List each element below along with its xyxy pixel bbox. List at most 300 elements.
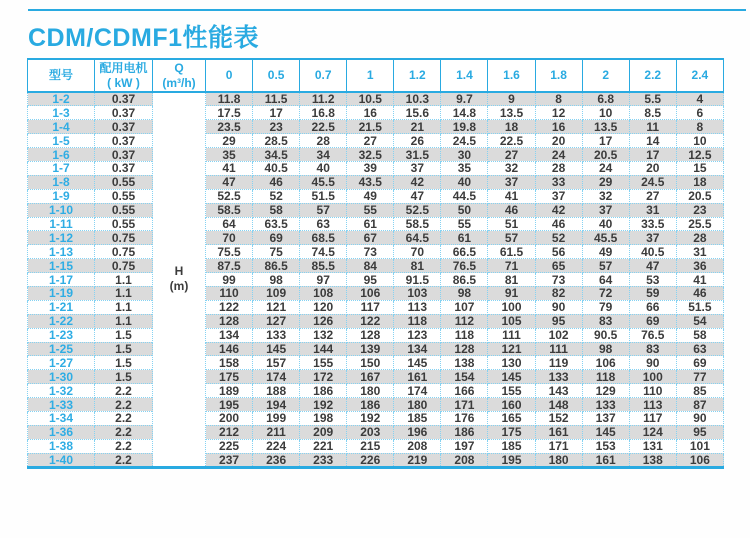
head-value-cell: 32 [582,189,629,203]
head-value-cell: 42 [535,203,582,217]
col-header-flow-2.4: 2.4 [676,59,723,92]
head-value-cell: 128 [206,314,253,328]
motor-kw-cell: 0.37 [95,161,153,175]
table-row-1-12 [28,231,724,245]
head-value-cell: 17 [629,148,676,162]
model-cell: 1-27 [28,356,95,370]
head-value-cell: 118 [582,370,629,384]
head-value-cell: 90 [676,411,723,425]
model-cell: 1-17 [28,273,95,287]
head-value-cell: 56 [535,245,582,259]
head-value-cell: 5.5 [629,92,676,106]
head-value-cell: 63.5 [253,217,300,231]
head-value-cell: 143 [535,384,582,398]
head-value-cell: 90 [535,300,582,314]
head-value-cell: 186 [441,425,488,439]
head-value-cell: 12.5 [676,148,723,162]
page-title: CDM/CDMF1性能表 [28,24,259,52]
head-value-cell: 138 [441,356,488,370]
model-cell: 1-22 [28,314,95,328]
head-value-cell: 123 [394,328,441,342]
head-value-cell: 221 [300,439,347,453]
table-row-1-9 [28,189,724,203]
head-value-cell: 203 [347,425,394,439]
head-value-cell: 32.5 [347,148,394,162]
model-cell: 1-7 [28,161,95,175]
model-cell: 1-25 [28,342,95,356]
col-header-model: 型号 [28,59,95,92]
head-value-cell: 87 [676,398,723,412]
head-value-cell: 15.6 [394,106,441,120]
col-header-motor-line2: ( kW ) [107,75,140,90]
head-value-cell: 85 [676,384,723,398]
head-value-cell: 90.5 [582,328,629,342]
head-value-cell: 41 [488,189,535,203]
head-value-cell: 86.5 [253,259,300,273]
head-value-cell: 83 [582,314,629,328]
head-value-cell: 113 [629,398,676,412]
motor-kw-cell: 0.75 [95,259,153,273]
head-value-cell: 43.5 [347,175,394,189]
head-value-cell: 130 [488,356,535,370]
head-value-cell: 52.5 [206,189,253,203]
table-row-1-7 [28,161,724,175]
motor-kw-cell: 0.75 [95,231,153,245]
col-header-flow-0: 0 [206,59,253,92]
head-value-cell: 67 [347,231,394,245]
head-value-cell: 22.5 [300,120,347,134]
col-header-flow-1.4: 1.4 [441,59,488,92]
table-row-1-11 [28,217,724,231]
head-value-cell: 37 [394,161,441,175]
head-value-cell: 85.5 [300,259,347,273]
head-value-cell: 6 [676,106,723,120]
head-value-cell: 102 [535,328,582,342]
table-row-1-33 [28,398,724,412]
head-value-cell: 14 [629,134,676,148]
head-value-cell: 145 [582,425,629,439]
head-value-cell: 33 [535,175,582,189]
col-header-flow-0.7: 0.7 [300,59,347,92]
head-value-cell: 150 [347,356,394,370]
head-value-cell: 8.5 [629,106,676,120]
col-header-flow-2: 2 [582,59,629,92]
head-value-cell: 40.5 [253,161,300,175]
head-value-cell: 29 [582,175,629,189]
head-value-cell: 46 [488,203,535,217]
head-unit-cell [153,92,206,467]
head-value-cell: 66.5 [441,245,488,259]
head-value-cell: 8 [535,92,582,106]
head-value-cell: 27 [347,134,394,148]
head-value-cell: 233 [300,453,347,467]
head-value-cell: 186 [300,384,347,398]
head-value-cell: 226 [347,453,394,467]
table-row-1-25 [28,342,724,356]
head-value-cell: 158 [206,356,253,370]
head-value-cell: 52 [253,189,300,203]
head-value-cell: 133 [253,328,300,342]
head-value-cell: 95 [347,273,394,287]
head-value-cell: 17.5 [206,106,253,120]
head-value-cell: 10.5 [347,92,394,106]
top-divider [28,9,746,11]
head-value-cell: 212 [206,425,253,439]
head-value-cell: 20.5 [676,189,723,203]
col-header-q [153,59,206,92]
motor-kw-cell: 0.37 [95,134,153,148]
model-cell: 1-30 [28,370,95,384]
head-value-cell: 24 [535,148,582,162]
head-value-cell: 9 [488,92,535,106]
head-value-cell: 99 [206,273,253,287]
head-value-cell: 97 [300,273,347,287]
table-row-1-5 [28,134,724,148]
head-value-cell: 86.5 [441,273,488,287]
head-value-cell: 58 [253,203,300,217]
head-value-cell: 46 [535,217,582,231]
head-value-cell: 37 [629,231,676,245]
head-value-cell: 161 [582,453,629,467]
table-body [28,92,724,467]
head-value-cell: 40 [441,175,488,189]
motor-kw-cell: 1.5 [95,370,153,384]
head-value-cell: 14.8 [441,106,488,120]
head-value-cell: 198 [300,411,347,425]
head-value-cell: 107 [441,300,488,314]
head-value-cell: 47 [206,175,253,189]
model-cell: 1-5 [28,134,95,148]
model-cell: 1-2 [28,92,95,106]
head-value-cell: 64 [206,217,253,231]
head-value-cell: 110 [629,384,676,398]
header-row [28,59,724,92]
head-value-cell: 9.7 [441,92,488,106]
motor-kw-cell: 0.55 [95,175,153,189]
head-value-cell: 166 [441,384,488,398]
model-cell: 1-15 [28,259,95,273]
head-value-cell: 63 [300,217,347,231]
table-row-1-34 [28,411,724,425]
head-value-cell: 91 [488,286,535,300]
head-value-cell: 171 [535,439,582,453]
head-value-cell: 219 [394,453,441,467]
model-cell: 1-36 [28,425,95,439]
head-value-cell: 25.5 [676,217,723,231]
head-value-cell: 13.5 [582,120,629,134]
head-value-cell: 98 [582,342,629,356]
head-value-cell: 119 [535,356,582,370]
head-value-cell: 185 [488,439,535,453]
model-cell: 1-11 [28,217,95,231]
head-value-cell: 29 [206,134,253,148]
model-cell: 1-8 [28,175,95,189]
table-row-1-4 [28,120,724,134]
table-row-1-10 [28,203,724,217]
head-value-cell: 76.5 [629,328,676,342]
head-value-cell: 41 [676,273,723,287]
head-value-cell: 175 [206,370,253,384]
head-value-cell: 49 [347,189,394,203]
head-value-cell: 180 [347,384,394,398]
head-value-cell: 69 [629,314,676,328]
head-value-cell: 10.3 [394,92,441,106]
head-value-cell: 122 [347,314,394,328]
motor-kw-cell: 0.37 [95,120,153,134]
head-value-cell: 63 [676,342,723,356]
table-row-1-38 [28,439,724,453]
head-value-cell: 35 [206,148,253,162]
head-value-cell: 24.5 [629,175,676,189]
head-value-cell: 75.5 [206,245,253,259]
motor-kw-cell: 1.5 [95,342,153,356]
head-value-cell: 11.5 [253,92,300,106]
head-value-cell: 79 [582,300,629,314]
model-cell: 1-40 [28,453,95,467]
motor-kw-cell: 0.37 [95,106,153,120]
head-value-cell: 192 [347,411,394,425]
head-value-cell: 57 [300,203,347,217]
head-value-cell: 122 [206,300,253,314]
motor-kw-cell: 2.2 [95,439,153,453]
head-value-cell: 199 [253,411,300,425]
col-header-q-line2: (m³/h) [162,75,196,90]
head-value-cell: 100 [629,370,676,384]
head-value-cell: 109 [253,286,300,300]
motor-kw-cell: 1.1 [95,314,153,328]
head-value-cell: 194 [253,398,300,412]
head-value-cell: 118 [441,328,488,342]
head-value-cell: 69 [253,231,300,245]
head-value-cell: 195 [488,453,535,467]
head-value-cell: 55 [347,203,394,217]
motor-kw-cell: 1.1 [95,286,153,300]
head-value-cell: 152 [535,411,582,425]
head-value-cell: 127 [253,314,300,328]
head-value-cell: 46 [676,286,723,300]
table-row-1-6 [28,148,724,162]
head-value-cell: 18 [676,175,723,189]
head-value-cell: 71 [488,259,535,273]
head-value-cell: 153 [582,439,629,453]
head-value-cell: 21.5 [347,120,394,134]
table-row-1-15 [28,259,724,273]
head-value-cell: 154 [441,370,488,384]
head-value-cell: 20 [629,161,676,175]
head-value-cell: 112 [441,314,488,328]
head-value-cell: 47 [394,189,441,203]
head-value-cell: 31.5 [394,148,441,162]
head-value-cell: 58.5 [206,203,253,217]
head-value-cell: 171 [441,398,488,412]
head-value-cell: 95 [535,314,582,328]
head-value-cell: 145 [253,342,300,356]
head-value-cell: 165 [488,411,535,425]
head-value-cell: 176 [441,411,488,425]
head-value-cell: 49 [582,245,629,259]
head-value-cell: 98 [441,286,488,300]
head-value-cell: 137 [582,411,629,425]
head-value-cell: 106 [676,453,723,467]
model-cell: 1-32 [28,384,95,398]
head-value-cell: 35 [441,161,488,175]
head-value-cell: 16.8 [300,106,347,120]
head-value-cell: 17 [253,106,300,120]
head-value-cell: 16 [535,120,582,134]
head-value-cell: 144 [300,342,347,356]
head-value-cell: 10 [676,134,723,148]
head-value-cell: 133 [582,398,629,412]
head-value-cell: 37 [582,203,629,217]
head-value-cell: 108 [300,286,347,300]
head-value-cell: 131 [629,439,676,453]
head-value-cell: 208 [441,453,488,467]
motor-kw-cell: 1.1 [95,300,153,314]
head-value-cell: 61 [347,217,394,231]
head-value-cell: 27 [629,189,676,203]
col-header-flow-1.6: 1.6 [488,59,535,92]
motor-kw-cell: 2.2 [95,411,153,425]
head-value-cell: 121 [488,342,535,356]
head-value-cell: 16 [347,106,394,120]
col-header-flow-0.5: 0.5 [253,59,300,92]
head-value-cell: 215 [347,439,394,453]
head-value-cell: 34.5 [253,148,300,162]
head-value-cell: 167 [347,370,394,384]
head-value-cell: 21 [394,120,441,134]
motor-kw-cell: 0.55 [95,203,153,217]
head-value-cell: 17 [582,134,629,148]
table-row-1-21 [28,300,724,314]
head-value-cell: 111 [488,328,535,342]
head-value-cell: 138 [629,453,676,467]
head-value-cell: 64 [582,273,629,287]
head-value-cell: 8 [676,120,723,134]
head-value-cell: 82 [535,286,582,300]
head-value-cell: 30 [441,148,488,162]
head-value-cell: 24 [582,161,629,175]
head-value-cell: 110 [206,286,253,300]
head-value-cell: 139 [347,342,394,356]
head-value-cell: 52 [535,231,582,245]
table-row-1-3 [28,106,724,120]
head-value-cell: 45.5 [582,231,629,245]
head-value-cell: 70 [206,231,253,245]
head-value-cell: 64.5 [394,231,441,245]
motor-kw-cell: 0.55 [95,217,153,231]
head-value-cell: 20 [535,134,582,148]
motor-kw-cell: 0.75 [95,245,153,259]
head-value-cell: 36 [676,259,723,273]
model-cell: 1-23 [28,328,95,342]
head-value-cell: 31 [676,245,723,259]
head-value-cell: 23.5 [206,120,253,134]
head-value-cell: 61 [441,231,488,245]
head-value-cell: 68.5 [300,231,347,245]
head-value-cell: 20.5 [582,148,629,162]
head-value-cell: 106 [347,286,394,300]
head-value-cell: 59 [629,286,676,300]
col-header-motor-line1: 配用电机 [99,61,148,76]
head-value-cell: 23 [253,120,300,134]
table-row-1-8 [28,175,724,189]
motor-kw-cell: 0.37 [95,92,153,106]
col-header-flow-2.2: 2.2 [629,59,676,92]
head-value-cell: 161 [535,425,582,439]
head-value-cell: 160 [488,398,535,412]
head-value-cell: 208 [394,439,441,453]
head-value-cell: 76.5 [441,259,488,273]
head-value-cell: 65 [535,259,582,273]
head-value-cell: 84 [347,259,394,273]
head-value-cell: 189 [206,384,253,398]
head-value-cell: 148 [535,398,582,412]
head-value-cell: 211 [253,425,300,439]
head-value-cell: 28 [676,231,723,245]
head-value-cell: 45.5 [300,175,347,189]
head-value-cell: 57 [582,259,629,273]
motor-kw-cell: 2.2 [95,384,153,398]
head-value-cell: 225 [206,439,253,453]
head-value-cell: 134 [394,342,441,356]
performance-table [27,58,724,469]
model-cell: 1-12 [28,231,95,245]
head-value-cell: 69 [676,356,723,370]
head-value-cell: 72 [582,286,629,300]
head-value-cell: 40 [582,217,629,231]
head-value-cell: 26 [394,134,441,148]
head-value-cell: 11.2 [300,92,347,106]
head-value-cell: 195 [206,398,253,412]
head-value-cell: 44.5 [441,189,488,203]
head-value-cell: 74.5 [300,245,347,259]
model-cell: 1-9 [28,189,95,203]
head-value-cell: 192 [300,398,347,412]
head-value-cell: 83 [629,342,676,356]
head-value-cell: 236 [253,453,300,467]
head-value-cell: 155 [300,356,347,370]
head-value-cell: 90 [629,356,676,370]
head-value-cell: 66 [629,300,676,314]
head-value-cell: 132 [300,328,347,342]
table-row-1-2 [28,92,724,106]
head-value-cell: 11 [629,120,676,134]
head-value-cell: 32 [488,161,535,175]
head-value-cell: 117 [347,300,394,314]
head-value-cell: 118 [394,314,441,328]
head-value-cell: 196 [394,425,441,439]
col-header-motor [95,59,153,92]
col-header-flow-1.2: 1.2 [394,59,441,92]
head-value-cell: 23 [676,203,723,217]
head-value-cell: 34 [300,148,347,162]
head-value-cell: 129 [582,384,629,398]
head-value-cell: 42 [394,175,441,189]
head-value-cell: 174 [253,370,300,384]
head-value-cell: 128 [347,328,394,342]
head-value-cell: 53 [629,273,676,287]
model-cell: 1-19 [28,286,95,300]
head-value-cell: 40 [300,161,347,175]
motor-kw-cell: 2.2 [95,425,153,439]
head-value-cell: 18 [488,120,535,134]
head-value-cell: 28.5 [253,134,300,148]
head-value-cell: 46 [253,175,300,189]
head-value-cell: 4 [676,92,723,106]
table-row-1-30 [28,370,724,384]
head-value-cell: 73 [347,245,394,259]
head-value-cell: 11.8 [206,92,253,106]
